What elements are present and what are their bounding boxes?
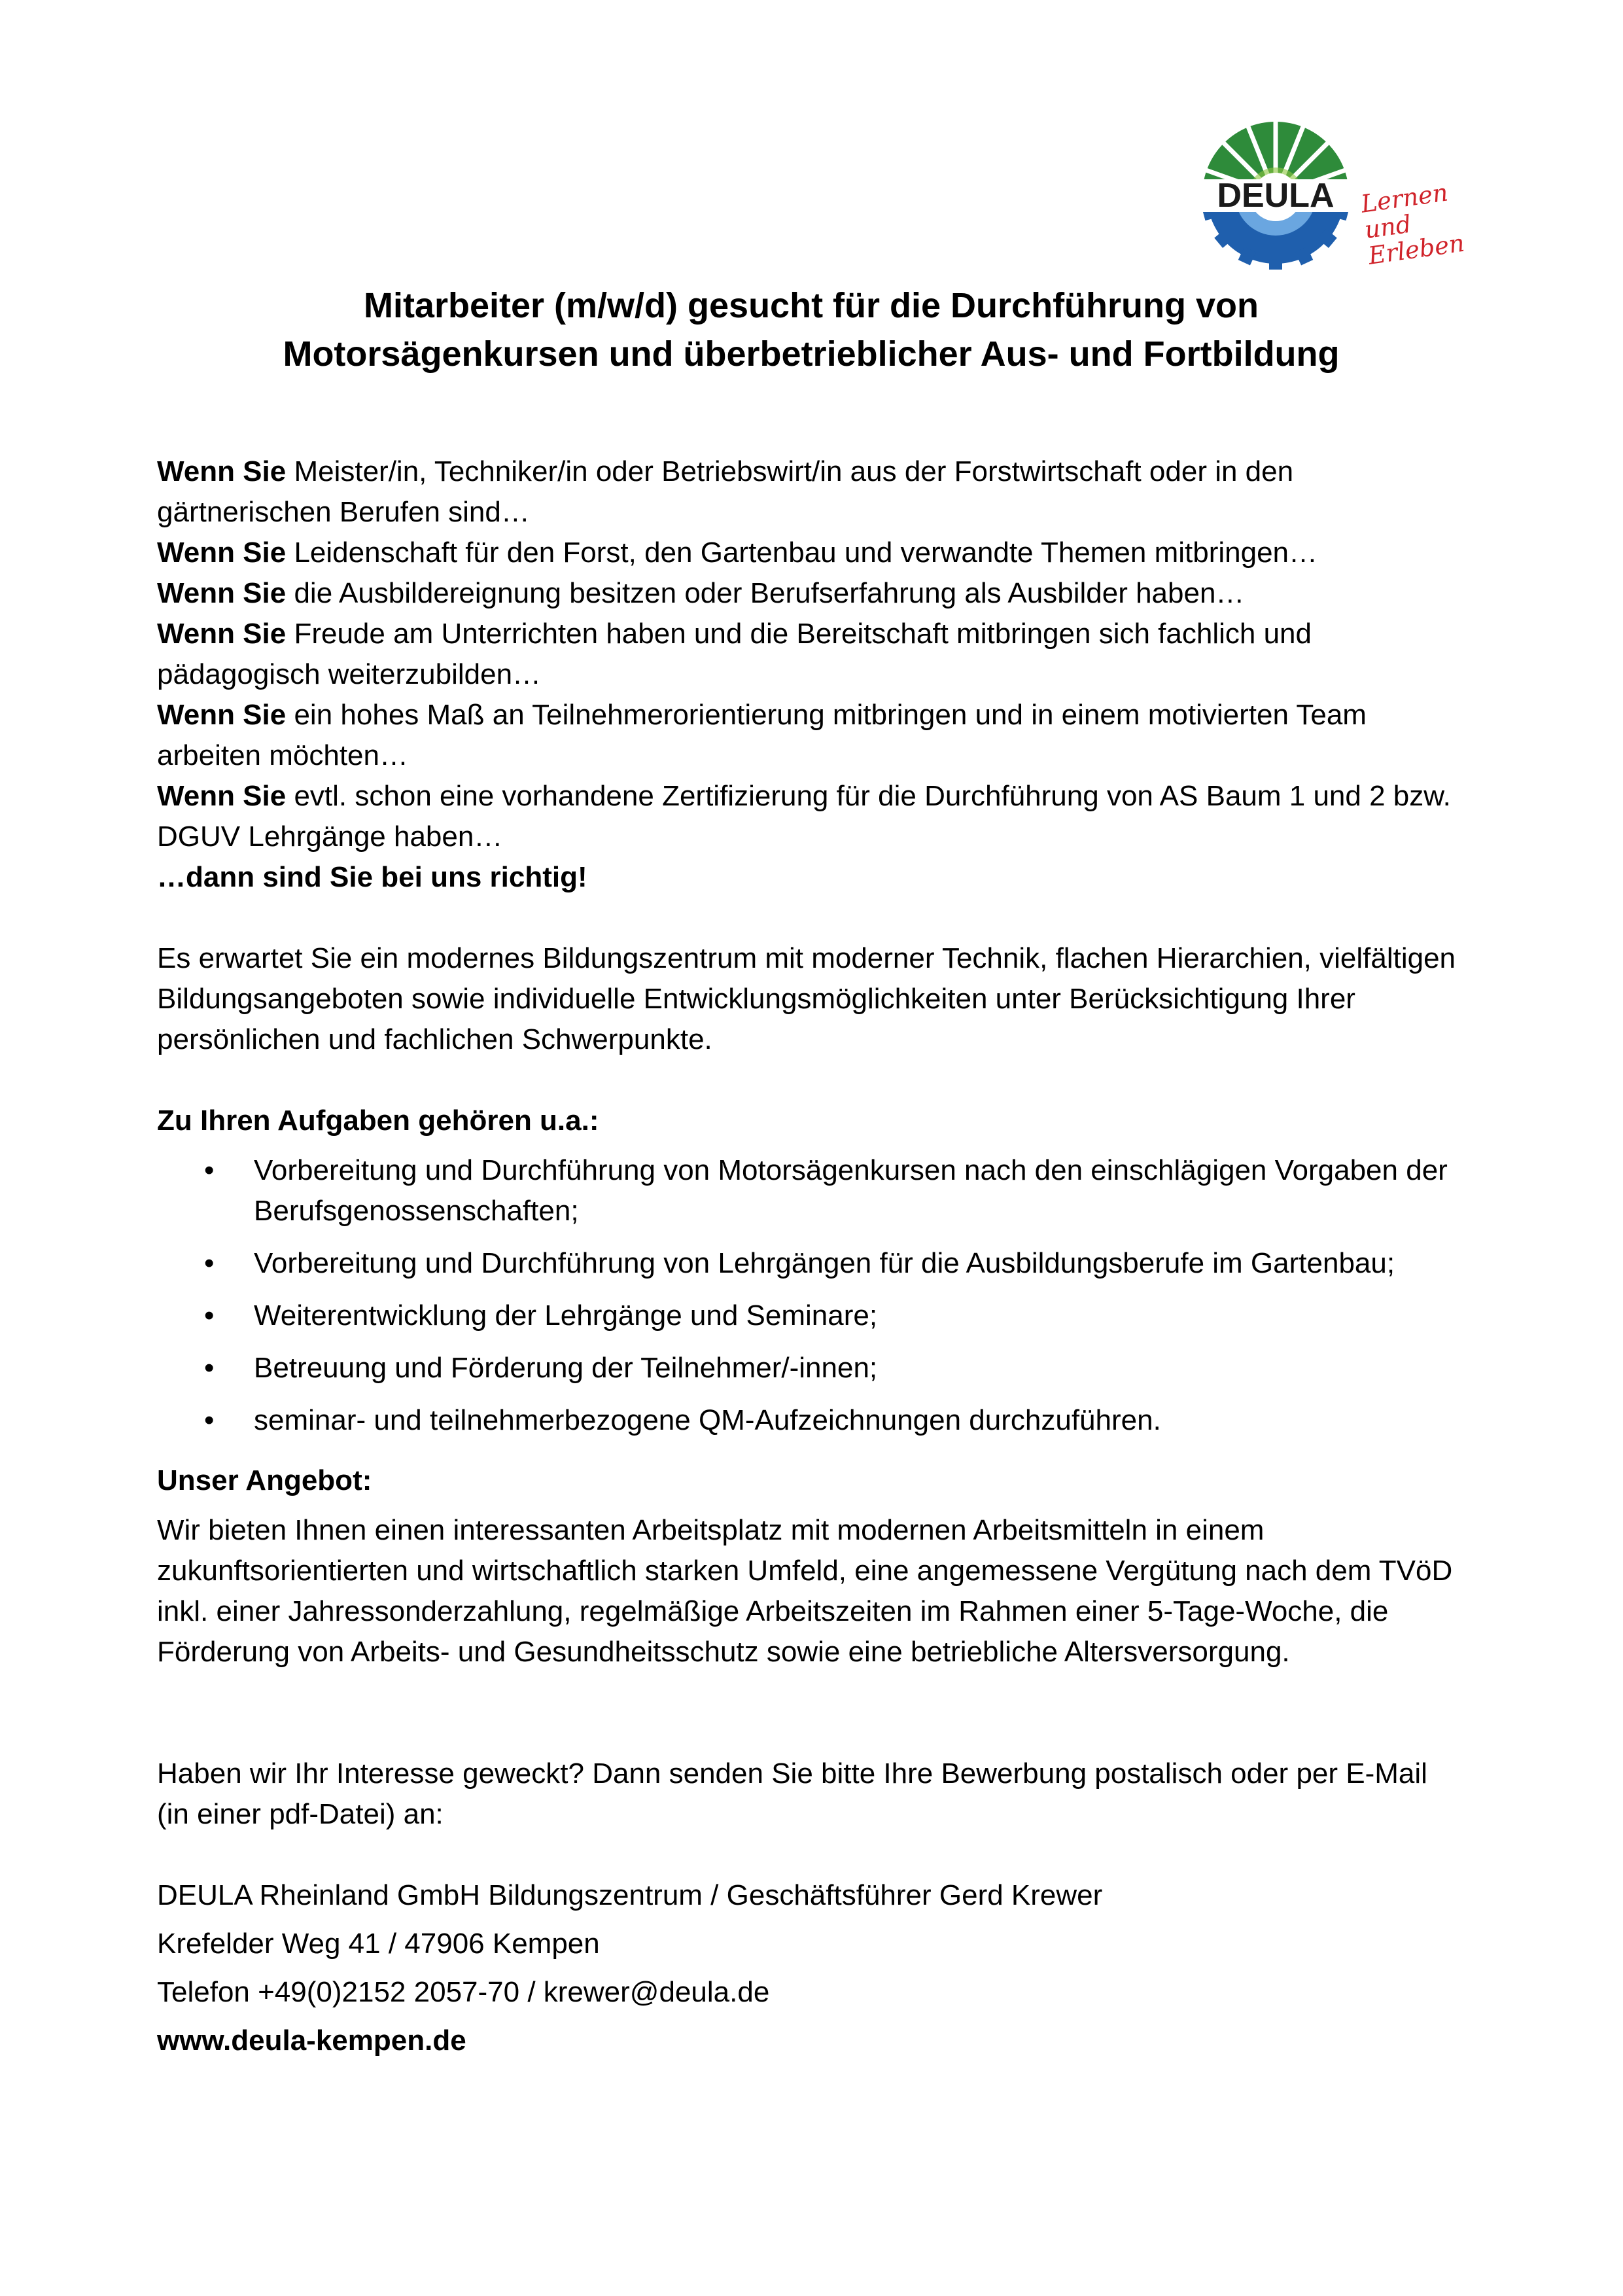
bullet-icon: • — [204, 1154, 215, 1186]
tasks-heading: Zu Ihren Aufgaben gehören u.a.: — [157, 1104, 599, 1137]
slogan-line-2: und Erleben — [1363, 209, 1467, 270]
tasks-list — [157, 1150, 1465, 1441]
requirement-item — [157, 451, 1465, 533]
task-text: seminar- und teilnehmerbezogene QM-Aufzeichnungen durchzuführen. — [254, 1404, 1161, 1436]
document-body — [157, 451, 1465, 2069]
logo-slogan — [1359, 173, 1500, 270]
requirement-lead: Wenn Sie — [157, 780, 287, 812]
requirement-lead: Wenn Sie — [157, 618, 287, 650]
bullet-icon: • — [204, 1247, 215, 1279]
requirement-lead: Wenn Sie — [157, 537, 287, 569]
requirement-lead: Wenn Sie — [157, 699, 287, 731]
title-line-2: Motorsägenkursen und überbetrieblicher Aus- und Fortbildung — [283, 334, 1340, 374]
contact-phone-email[interactable]: Telefon +49(0)2152 2057-70 / krewer@deula.de — [157, 1976, 770, 2008]
logo-wordmark: DEULA — [1217, 177, 1335, 215]
deula-logo — [1197, 116, 1485, 274]
task-text: Vorbereitung und Durchführung von Motorsägenkursen nach den einschlägigen Vorgaben der Berufsgenossenschaften; — [254, 1154, 1448, 1227]
offer-heading: Unser Angebot: — [157, 1464, 372, 1496]
task-item — [157, 1150, 1465, 1231]
task-item — [157, 1400, 1465, 1441]
requirement-text: Freude am Unterrichten haben und die Bereitschaft mitbringen sich fachlich und pädagogisch weiterzubilden… — [157, 618, 1312, 690]
requirement-lead: Wenn Sie — [157, 455, 287, 487]
requirements-list — [157, 451, 1465, 857]
task-text: Betreuung und Förderung der Teilnehmer/-innen; — [254, 1352, 878, 1384]
bullet-icon: • — [204, 1404, 215, 1436]
task-text: Weiterentwicklung der Lehrgänge und Seminare; — [254, 1299, 878, 1332]
contact-company: DEULA Rheinland GmbH Bildungszentrum / Geschäftsführer Gerd Krewer — [157, 1879, 1103, 1911]
deula-emblem-icon — [1197, 116, 1354, 274]
task-item — [157, 1243, 1465, 1284]
slogan-line-1: Lernen — [1359, 178, 1450, 219]
requirement-text: Leidenschaft für den Forst, den Gartenbau und verwandte Themen mitbringen… — [286, 537, 1318, 569]
requirement-item — [157, 776, 1465, 857]
task-item — [157, 1296, 1465, 1336]
title-line-1: Mitarbeiter (m/w/d) gesucht für die Durchführung von — [363, 286, 1259, 325]
requirement-text: evtl. schon eine vorhandene Zertifizierung für die Durchführung von AS Baum 1 und 2 bzw. DGUV Lehrgänge haben… — [157, 780, 1451, 853]
task-text: Vorbereitung und Durchführung von Lehrgängen für die Ausbildungsberufe im Gartenbau; — [254, 1247, 1395, 1279]
offer-paragraph: Wir bieten Ihnen einen interessanten Arbeitsplatz mit modernen Arbeitsmitteln in einem zukunftsorientierten und wirtschaftlich starken Umfeld, eine angemessene Vergütung nach dem TVöD inkl. einer Jahressonderzahlung, regelmäßige Arbeitszeiten im Rahmen einer 5-Tage-Woche, die Förderung von Arbeits- und Gesundheitsschutz sowie eine betriebliche Altersversorgung. — [157, 1514, 1453, 1668]
requirement-text: Meister/in, Techniker/in oder Betriebswirt/in aus der Forstwirtschaft oder in den gärtnerischen Berufen sind… — [157, 455, 1294, 528]
page-title — [157, 281, 1465, 378]
website-link[interactable]: www.deula-kempen.de — [157, 2024, 466, 2057]
requirement-item — [157, 614, 1465, 695]
contact-address: Krefelder Weg 41 / 47906 Kempen — [157, 1928, 600, 1960]
application-call-to-action: Haben wir Ihr Interesse geweckt? Dann senden Sie bitte Ihre Bewerbung postalisch oder per E-Mail (in einer pdf-Datei) an: — [157, 1757, 1427, 1830]
requirement-lead: Wenn Sie — [157, 577, 287, 609]
requirement-item — [157, 573, 1465, 614]
contact-block — [157, 1875, 1465, 2061]
requirement-text: ein hohes Maß an Teilnehmerorientierung mitbringen und in einem motivierten Team arbeiten möchten… — [157, 699, 1367, 771]
bullet-icon: • — [204, 1352, 215, 1384]
closing-statement: …dann sind Sie bei uns richtig! — [157, 861, 587, 893]
requirement-item — [157, 533, 1465, 573]
task-item — [157, 1348, 1465, 1388]
requirement-text: die Ausbildereignung besitzen oder Berufserfahrung als Ausbilder haben… — [286, 577, 1245, 609]
intro-paragraph: Es erwartet Sie ein modernes Bildungszentrum mit moderner Technik, flachen Hierarchien, vielfältigen Bildungsangeboten sowie individuelle Entwicklungsmöglichkeiten unter Berücksichtigung Ihrer persönlichen und fachlichen Schwerpunkte. — [157, 942, 1456, 1055]
bullet-icon: • — [204, 1299, 215, 1332]
requirement-item — [157, 695, 1465, 776]
